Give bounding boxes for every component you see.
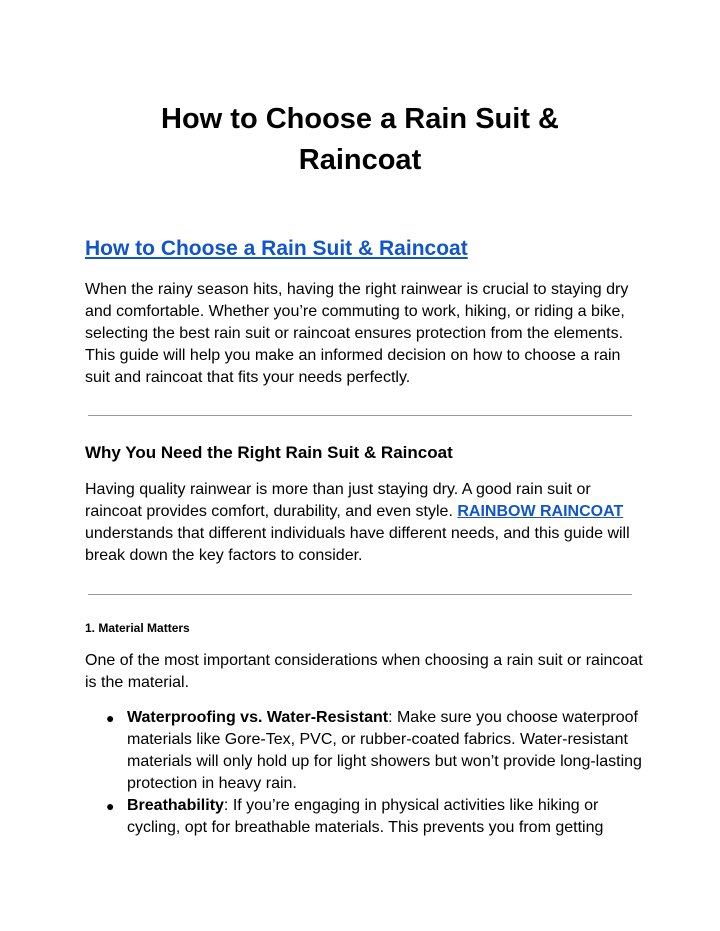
- linked-heading: [85, 234, 468, 264]
- document-title-line-1: How to Choose a Rain Suit &: [161, 103, 559, 135]
- horizontal-rule: [88, 594, 632, 595]
- bullet-text: : Make sure you choose waterproof materials like Gore-Tex, PVC, or rubber-coated fabrics. Water-resistant materials will only hold up for light showers but won’t provide long-lasting protection in heavy rain.: [127, 709, 642, 792]
- bullet-text: : If you’re engaging in physical activities like hiking or cycling, opt for breathable materials. This prevents you from getting: [127, 797, 604, 836]
- section-why-text-before: Having quality rainwear is more than just staying dry. A good rain suit or raincoat provides comfort, durability, and even style.: [85, 481, 591, 520]
- material-paragraph: One of the most important considerations when choosing a rain suit or raincoat is the material.: [85, 652, 643, 691]
- section-why-paragraph: [85, 479, 645, 567]
- subsection-heading-material: 1. Material Matters: [85, 621, 190, 635]
- material-bullet-list: [85, 707, 645, 839]
- bullet-icon: ●: [106, 710, 115, 726]
- bullet-icon: ●: [106, 798, 115, 814]
- document-title-line-2: Raincoat: [298, 144, 422, 176]
- section-heading-why: Why You Need the Right Rain Suit & Raincoat: [85, 443, 453, 462]
- horizontal-rule: [88, 415, 632, 416]
- rainbow-raincoat-link[interactable]: RAINBOW RAINCOAT: [457, 503, 624, 520]
- bullet-term: Breathability: [127, 797, 224, 814]
- bullet-term: Waterproofing vs. Water-Resistant: [127, 709, 389, 726]
- list-item: [85, 707, 645, 795]
- document-title: [0, 99, 720, 181]
- heading-link[interactable]: How to Choose a Rain Suit & Raincoat: [85, 237, 468, 260]
- intro-paragraph: When the rainy season hits, having the right rainwear is crucial to staying dry and comfortable. Whether you’re commuting to work, hiking, or riding a bike, selecting the best rain suit or raincoat ensures protection from the elements. This guide will help you make an informed decision on how to choose a rain suit and raincoat that fits your needs perfectly.: [85, 281, 629, 386]
- list-item: [85, 795, 645, 839]
- section-why-text-after: understands that different individuals have different needs, and this guide will break down the key factors to consider.: [85, 525, 630, 564]
